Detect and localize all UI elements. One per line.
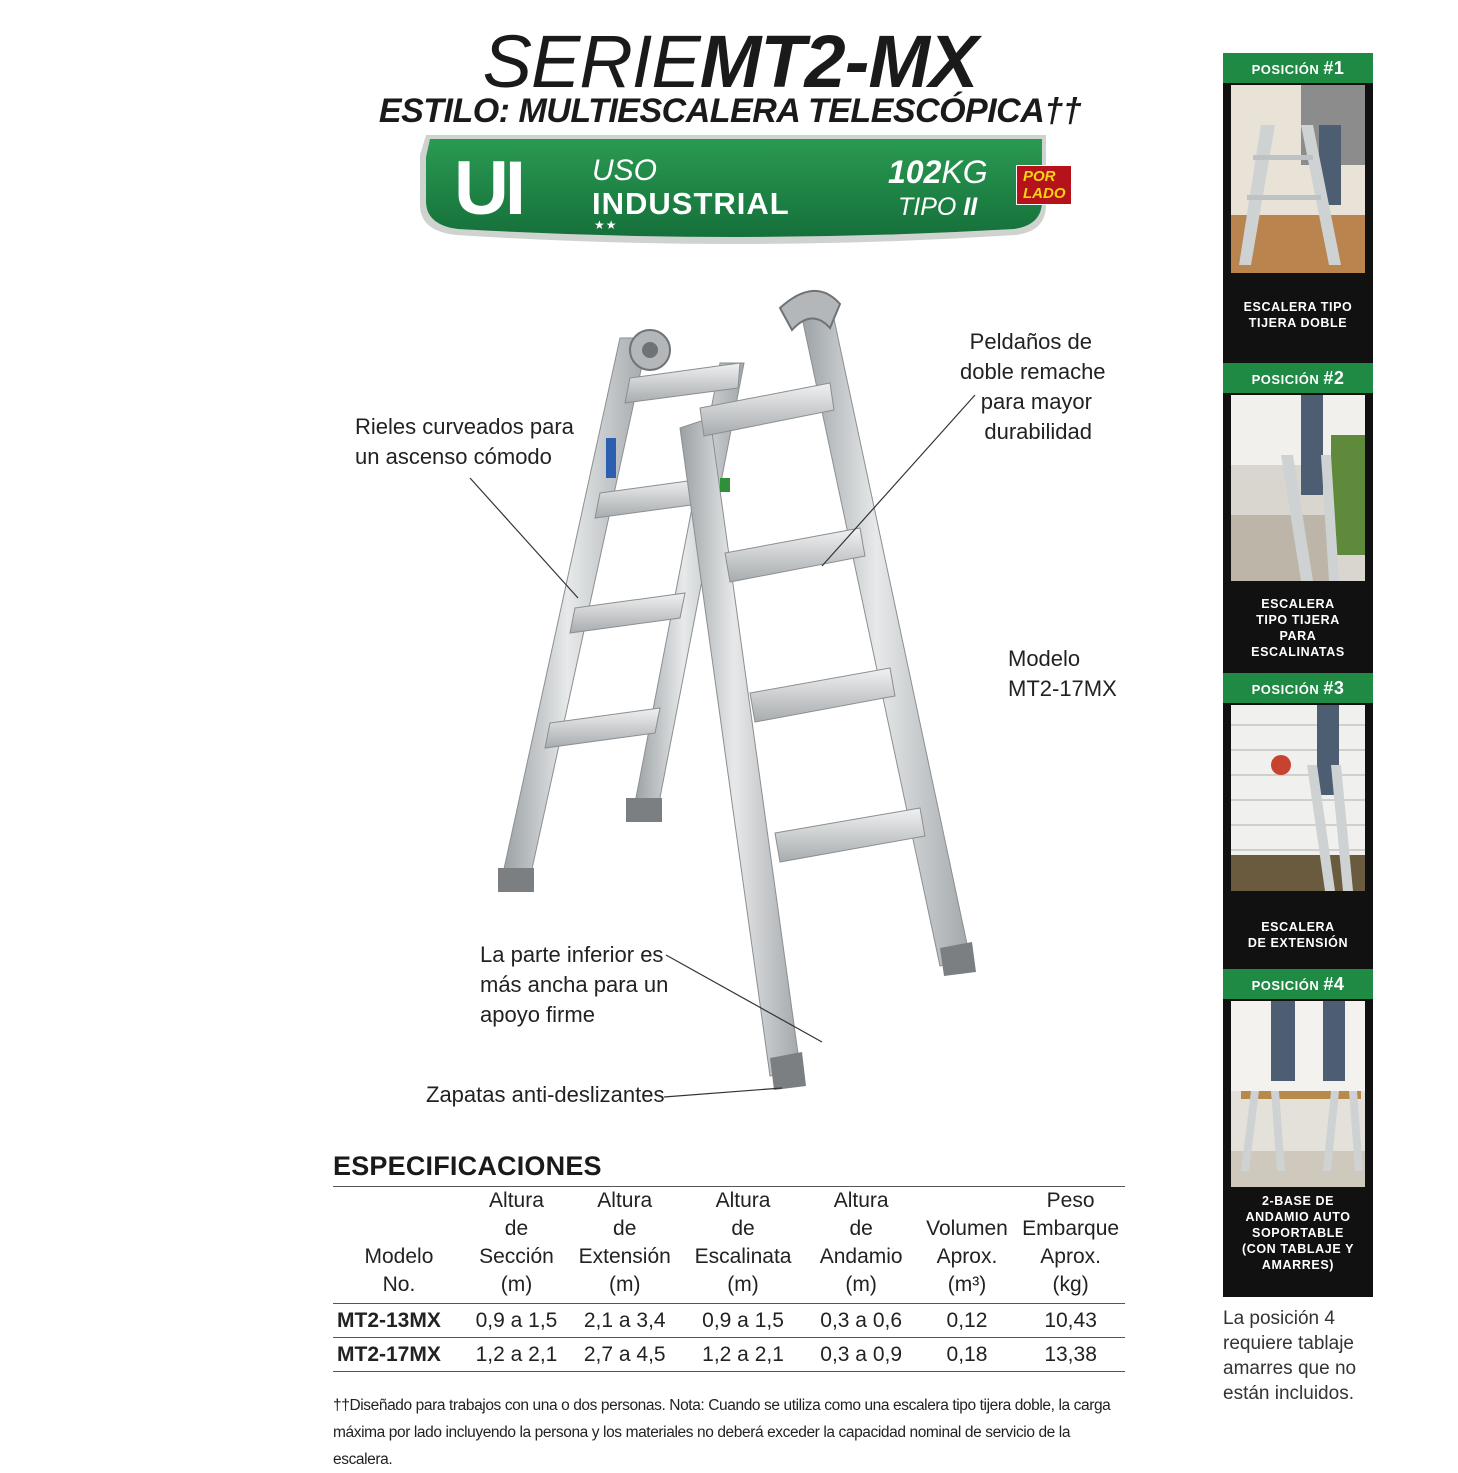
header-volume: Volumen Aprox. (m³) — [926, 1217, 1008, 1296]
table-cell: 0,12 — [946, 1308, 988, 1332]
banner-stars: ★★ — [594, 218, 618, 232]
per-side-badge: POR LADO — [1016, 165, 1072, 205]
footnote-line: ††Diseñado para trabajos con una o dos personas. Nota: Cuando se utiliza como una escalera tipo tijera doble, la carga — [333, 1397, 1111, 1414]
model-cell: MT2-13MX — [337, 1308, 441, 1332]
position-1-caption: ESCALERA TIPO TIJERA DOBLE — [1243, 300, 1353, 330]
table-cell: 0,3 a 0,6 — [820, 1308, 903, 1332]
position-2-caption: ESCALERA TIPO TIJERA PARA ESCALINATAS — [1251, 597, 1345, 659]
position-4-note — [1223, 1306, 1383, 1406]
callout-line: Rieles curveados para — [355, 414, 574, 439]
banner-capacity-unit: KG — [941, 154, 988, 190]
callout-double-rivet-rungs — [960, 327, 1106, 447]
table-row — [333, 1338, 1125, 1372]
position-4-caption: 2-BASE DE ANDAMIO AUTO SOPORTABLE (CON TABLAJE Y AMARRES) — [1241, 1194, 1355, 1272]
position-2-header: POSICIÓN #2 — [1223, 363, 1373, 393]
specs-title: ESPECIFICACIONES — [333, 1151, 602, 1181]
model-cell: MT2-17MX — [337, 1342, 441, 1366]
position-4-header: POSICIÓN #4 — [1223, 969, 1373, 999]
header-scaffold-height: Altura de Andamio (m) — [819, 1189, 903, 1296]
callout-line: Zapatas anti-deslizantes — [426, 1082, 665, 1107]
banner-type-value: II — [963, 193, 978, 221]
callout-anti-slip-feet — [426, 1080, 664, 1110]
note-line: La posición 4 — [1223, 1308, 1335, 1329]
positions-panel — [1223, 53, 1373, 1297]
banner-code: UI — [454, 146, 522, 231]
position-3-caption: ESCALERA DE EXTENSIÓN — [1247, 920, 1349, 950]
table-cell: 0,9 a 1,5 — [475, 1308, 558, 1332]
banner-capacity-value: 102 — [888, 154, 942, 190]
callout-line: más ancha para un — [480, 972, 669, 997]
callout-line: Peldaños de — [969, 329, 1092, 354]
header-section-height: Altura de Sección (m) — [479, 1189, 554, 1296]
specs-header-row — [333, 1187, 1125, 1304]
series-title — [330, 22, 1130, 102]
position-1-header: POSICIÓN #1 — [1223, 53, 1373, 83]
position-3-header: POSICIÓN #3 — [1223, 673, 1373, 703]
footnote-line: máxima por lado incluyendo la persona y los materiales no deberá exceder la capacidad nominal de servicio de la escalera. — [333, 1424, 1071, 1468]
callout-line: La parte inferior es — [480, 942, 664, 967]
banner-use-line1: USO — [592, 154, 658, 187]
banner-use-line2: INDUSTRIAL — [592, 186, 790, 221]
callout-line: MT2-17MX — [1008, 676, 1117, 701]
callout-curved-rails — [355, 412, 574, 472]
callout-line: apoyo firme — [480, 1002, 595, 1027]
series-title-model: MT2-MX — [699, 20, 978, 103]
footnote — [333, 1392, 1133, 1473]
series-title-prefix: SERIE — [482, 20, 700, 103]
banner-type-prefix: TIPO — [898, 193, 964, 221]
table-cell: 1,2 a 2,1 — [702, 1342, 784, 1366]
specs-table — [333, 1186, 1125, 1372]
callout-line: doble remache — [960, 359, 1106, 384]
banner-capacity — [888, 155, 988, 189]
table-cell: 2,7 a 4,5 — [583, 1342, 666, 1366]
note-line: están incluidos. — [1223, 1383, 1354, 1404]
callout-line: un ascenso cómodo — [355, 444, 552, 469]
usage-rating-banner — [412, 135, 1066, 247]
callout-model — [1008, 644, 1117, 704]
table-row — [333, 1304, 1125, 1338]
callout-line: Modelo — [1008, 646, 1081, 671]
note-line: requiere tablaje — [1223, 1333, 1354, 1354]
position-4-photo — [1231, 1001, 1365, 1187]
style-subtitle: ESTILO: MULTIESCALERA TELESCÓPICA†† — [378, 92, 1082, 130]
table-cell: 0,18 — [946, 1342, 988, 1366]
callout-line: para mayor — [980, 389, 1092, 414]
header-shipping-weight: Peso Embarque Aprox. (kg) — [1022, 1189, 1120, 1296]
position-1-photo — [1231, 85, 1365, 273]
position-2-photo — [1231, 395, 1365, 581]
banner-type — [898, 193, 977, 221]
position-3-photo — [1231, 705, 1365, 891]
table-cell: 1,2 a 2,1 — [475, 1342, 558, 1366]
table-cell: 2,1 a 3,4 — [583, 1308, 666, 1332]
header-model: Modelo No. — [364, 1245, 434, 1296]
table-cell: 10,43 — [1044, 1308, 1097, 1332]
header-extension-height: Altura de Extensión (m) — [578, 1189, 671, 1296]
table-cell: 0,3 a 0,9 — [820, 1342, 903, 1366]
table-cell: 0,9 a 1,5 — [702, 1308, 784, 1332]
callout-line: durabilidad — [984, 419, 1092, 444]
note-line: amarres que no — [1223, 1358, 1357, 1379]
table-cell: 13,38 — [1044, 1342, 1097, 1366]
callout-wide-base — [480, 940, 668, 1030]
header-stairway-height: Altura de Escalinata (m) — [694, 1189, 792, 1296]
